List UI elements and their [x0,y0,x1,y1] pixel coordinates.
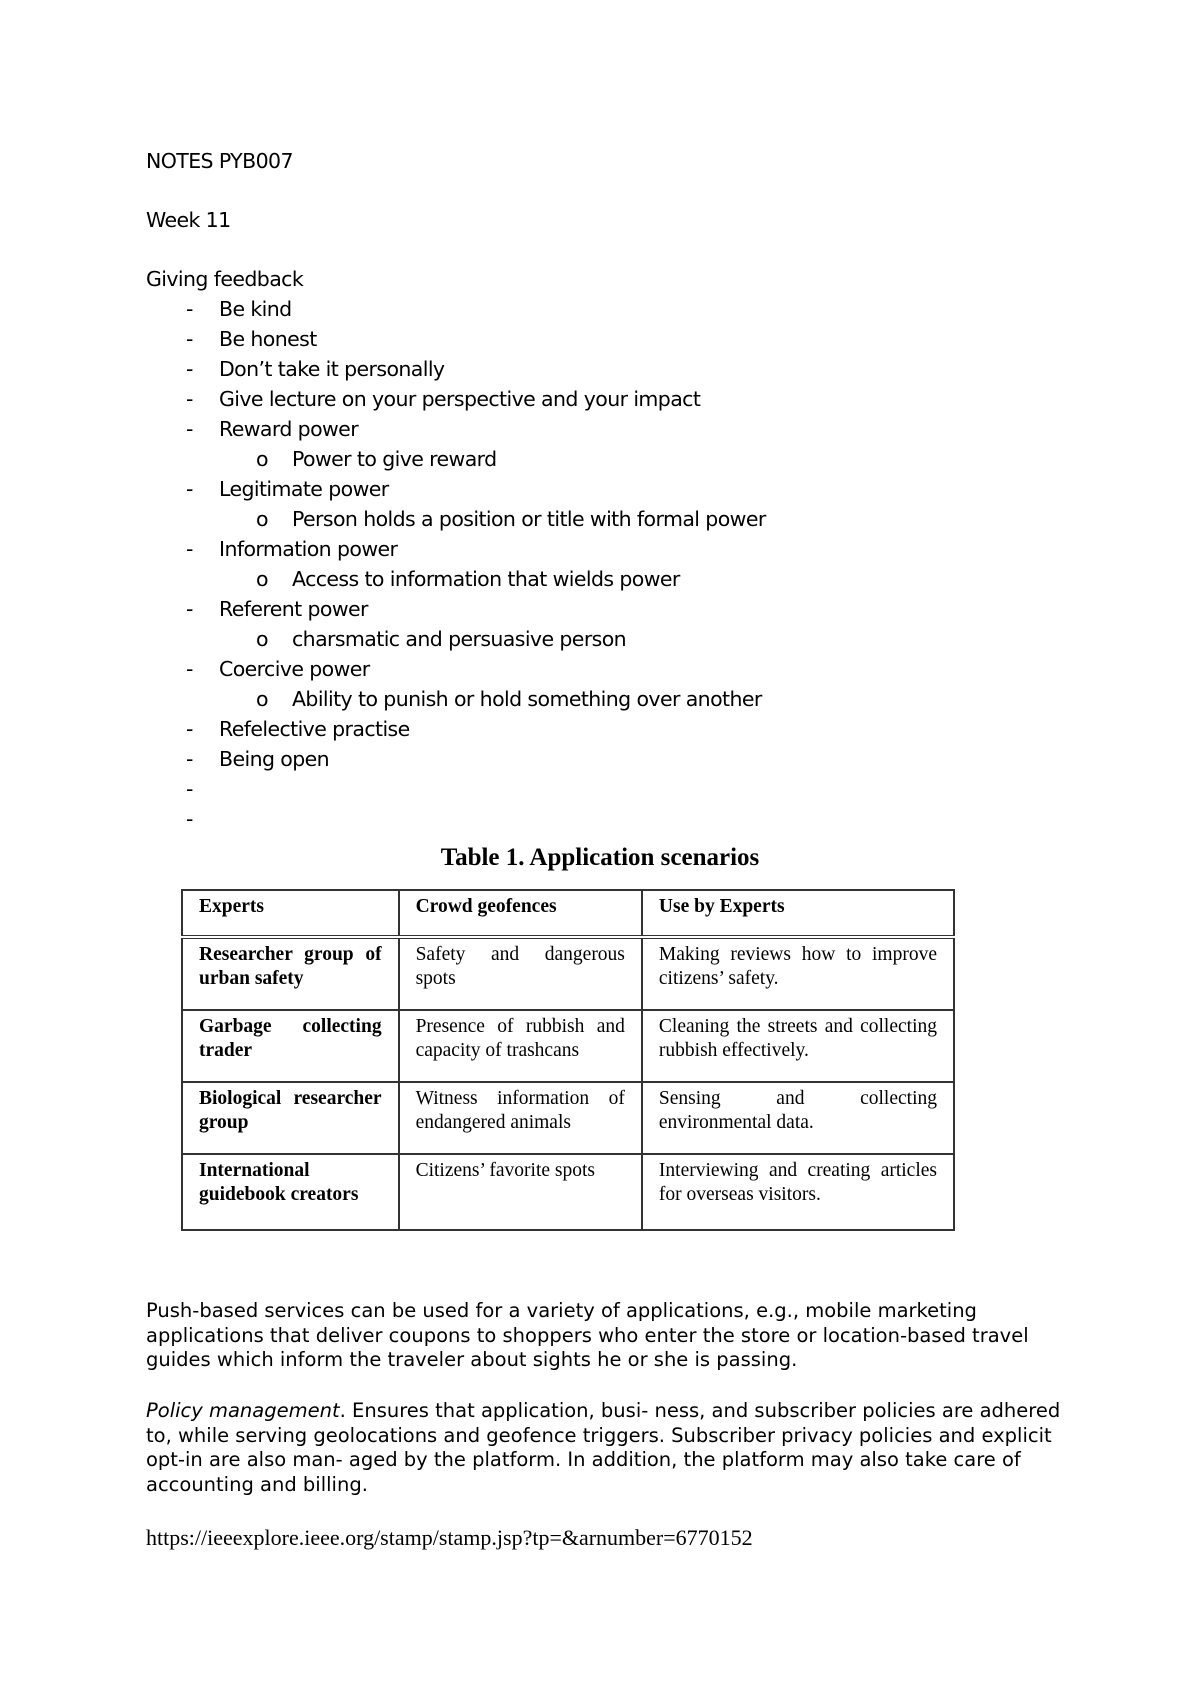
table-cell: International guidebook creators [182,1154,399,1230]
table-cell: Presence of rubbish and capacity of trashcans [399,1010,642,1082]
table-header-row [182,890,954,937]
sub-list-item: o Person holds a position or title with formal power [146,504,1046,534]
notes-section [146,146,1046,834]
bullet-dash: - [186,417,193,441]
bullet-circle: o [256,627,268,651]
bullet-dash: - [186,477,193,501]
table-cell: Making reviews how to improve citizens’ safety. [642,937,954,1010]
notes-title: NOTES PYB007 [146,149,293,173]
list-item: - Be kind [146,294,1046,324]
policy-management-label: Policy management [146,1399,340,1422]
sub-list-item: o Power to give reward [146,444,1046,474]
table-cell: Citizens’ favorite spots [399,1154,642,1230]
table-cell: Witness information of endangered animals [399,1082,642,1154]
list-item: - Referent power [146,594,1046,624]
list-item: - Give lecture on your perspective and your impact [146,384,1046,414]
list-item: - Being open [146,744,1046,774]
application-scenarios-table [181,889,955,1231]
table-cell: Biological researcher group [182,1082,399,1154]
list-item: - Be honest [146,324,1046,354]
bullet-circle: o [256,567,268,591]
list-item: - Legitimate power [146,474,1046,504]
policy-management-paragraph [146,1399,1076,1497]
table-cell: Interviewing and creating articles for overseas visitors. [642,1154,954,1230]
bullet-dash: - [186,537,193,561]
bullet-dash: - [186,657,193,681]
table-row [182,1010,954,1082]
list-item: - Don’t take it personally [146,354,1046,384]
header-experts: Experts [182,890,399,937]
reference-link[interactable]: https://ieeexplore.ieee.org/stamp/stamp.jsp?tp=&arnumber=6770152 [146,1525,753,1550]
bullet-dash: - [186,777,193,801]
header-use-by-experts: Use by Experts [642,890,954,937]
week-label: Week 11 [146,208,231,232]
list-item: - Reward power [146,414,1046,444]
policy-management-text: . Ensures that application, busi- ness, and subscriber policies are adhered to, while serving geolocations and geofence triggers. Subscriber privacy policies and explicit opt-in are also man- aged by the platform. In addition, the platform may also take care of accounting and billing. [146,1399,1061,1496]
list-item: - Coercive power [146,654,1046,684]
list-item: - Refelective practise [146,714,1046,744]
table-cell: Cleaning the streets and collecting rubbish effectively. [642,1010,954,1082]
sub-list-item: o charsmatic and persuasive person [146,624,1046,654]
table-row [182,1154,954,1230]
bullet-dash: - [186,357,193,381]
table-title: Table 1. Application scenarios [440,844,760,871]
list-item-empty [146,804,1046,834]
table-cell: Garbage collecting trader [182,1010,399,1082]
bullet-circle: o [256,507,268,531]
table-row [182,1082,954,1154]
sub-list-item: o Access to information that wields power [146,564,1046,594]
table-cell: Researcher group of urban safety [182,937,399,1010]
bullet-circle: o [256,447,268,471]
bullet-dash: - [186,807,193,831]
bullet-dash: - [186,717,193,741]
bullet-dash: - [186,747,193,771]
bullet-dash: - [186,387,193,411]
list-item-empty [146,774,1046,804]
header-crowd-geofences: Crowd geofences [399,890,642,937]
table-cell: Safety and dangerous spots [399,937,642,1010]
bullet-dash: - [186,597,193,621]
table-cell: Sensing and collecting environmental data. [642,1082,954,1154]
sub-list-item: o Ability to punish or hold something over another [146,684,1046,714]
bullet-dash: - [186,327,193,351]
section-heading: Giving feedback [146,267,304,291]
bullet-dash: - [186,297,193,321]
bullet-circle: o [256,687,268,711]
table-row [182,937,954,1010]
push-services-paragraph: Push-based services can be used for a variety of applications, e.g., mobile marketing applications that deliver coupons to shoppers who enter the store or location-based travel guides which inform the traveler about sights he or she is passing. [146,1299,1029,1371]
list-item: - Information power [146,534,1046,564]
